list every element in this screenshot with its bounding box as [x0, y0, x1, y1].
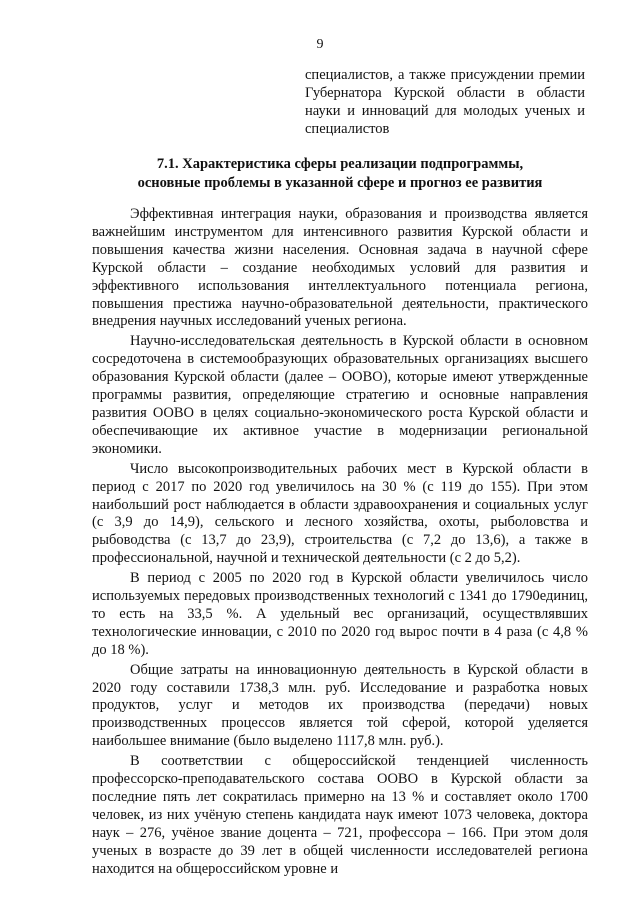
paragraph: Общие затраты на инновационную деятельность в Курской области в 2020 году составили 1738,3 млн. руб. Исследование и разработка новых продуктов, услуг и методов их производства (передачи) новых производственных процессов является той сферой, которой уделяется наибольшее внимание (было выделено 1117,8 млн. руб.).	[92, 661, 588, 750]
paragraph: Эффективная интеграция науки, образования и производства является важнейшим инструментом для интенсивного развития Курской области и повышения качества жизни населения. Основная задача в научной сфере Курской области – создание необходимых условий для развития и эффективного использования интеллектуального потенциала региона, повышения престижа научно-образовательной деятельности, практического внедрения научных исследований ученых региона.	[92, 206, 588, 330]
paragraph: В соответствии с общероссийской тенденцией численность профессорско-преподавательского состава ООВО в Курской области за последние пять лет сократилась примерно на 13 % и составляет около 1700 человек, из них учёную степень кандидата наук имеют 1073 человека, доктора наук – 276, учёное звание доцента – 721, профессора – 166. При этом доля ученых в возрасте до 39 лет в общей численности исследователей региона находится на общероссийском уровне и	[92, 753, 588, 877]
body-text	[92, 206, 588, 881]
paragraph: Число высокопроизводительных рабочих мест в Курской области в период с 2017 по 2020 год увеличилось на 30 % (с 119 до 155). При этом наибольший рост наблюдается в области здравоохранения и социальных услуг (с 3,9 до 14,9), сельского и лесного хозяйства, охоты, рыболовства и рыбоводства (с 13,7 до 23,9), строительства (с 7,2 до 13,6), а также в профессиональной, научной и технической деятельности (с 2 до 5,2).	[92, 460, 588, 567]
section-heading-line-1: 7.1. Характеристика сферы реализации подпрограммы,	[156, 156, 524, 172]
paragraph: Научно-исследовательская деятельность в Курской области в основном сосредоточена в системообразующих образовательных организациях высшего образования Курской области (далее – ООВО), которые имеют утвержденные программы развития, определяющие стратегию и основные направления развития ООВО в целях социально-экономического роста Курской области и обеспечивающие их активное участие в модернизации региональной экономики.	[92, 333, 588, 457]
continued-text-block: специалистов, а также присуждении премии Губернатора Курской области в области науки и инноваций для молодых ученых и специалистов	[305, 67, 585, 137]
section-heading	[92, 155, 588, 193]
page-number: 9	[316, 37, 324, 52]
section-heading-line-2: основные проблемы в указанной сфере и прогноз ее развития	[137, 175, 543, 191]
paragraph: В период с 2005 по 2020 год в Курской области увеличилось число используемых передовых производственных технологий с 1341 до 1790единиц, то есть на 33,5 %. А удельный вес организаций, осуществлявших технологические инновации, с 2010 по 2020 год вырос почти в 4 раза (с 4,8 % до 18 %).	[92, 570, 588, 658]
